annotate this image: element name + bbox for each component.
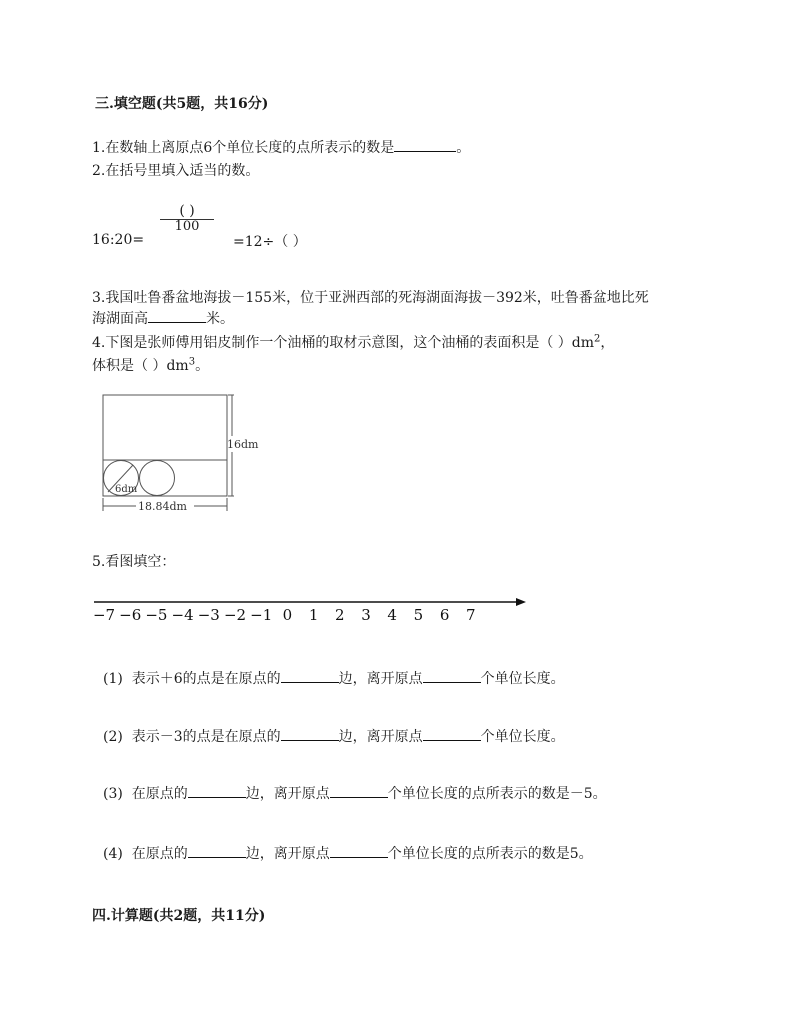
item-text: 个单位长度的点所表示的数是－5。 [387, 786, 607, 802]
answer-blank[interactable] [394, 150, 456, 152]
sub-question-2 [103, 726, 565, 746]
ratio-left: 16:20= [92, 232, 145, 248]
number-line-label: −5 [145, 606, 168, 624]
section-4-heading: 四.计算题(共2题，共11分) [92, 908, 266, 924]
number-line-label: −3 [197, 606, 220, 624]
answer-blank[interactable] [330, 856, 388, 858]
question-5-text: 5.看图填空： [92, 554, 176, 570]
answer-blank[interactable] [148, 321, 206, 323]
item-text: 表示－3的点是在原点的 [131, 729, 281, 745]
number-line-label: 5 [413, 606, 424, 624]
number-line-label: 2 [335, 606, 345, 624]
question-3-line-2-start: 海湖面高 [92, 311, 148, 327]
fraction-numerator: ( ) [179, 203, 195, 219]
number-line-label: 3 [361, 606, 371, 624]
answer-blank[interactable] [188, 856, 246, 858]
item-text: 边，离开原点 [245, 846, 330, 862]
item-text: 个单位长度。 [480, 671, 565, 687]
answer-blank[interactable] [281, 681, 339, 683]
fraction-denominator: 100 [174, 219, 200, 234]
width-label: 18.84dm [138, 500, 187, 513]
item-text: 边，离开原点 [338, 729, 423, 745]
question-3-line-1: 3.我国吐鲁番盆地海拔－155米，位于亚洲西部的死海湖面海拔－392米，吐鲁番盆地比死 [92, 290, 649, 306]
item-number: (3) [103, 786, 123, 802]
sub-question-4 [103, 843, 593, 863]
number-line-label: 0 [282, 606, 293, 624]
answer-blank[interactable] [330, 796, 388, 798]
question-4-line-2 [92, 355, 209, 375]
sub-question-1 [103, 668, 565, 688]
item-number: (1) [103, 671, 123, 687]
number-line-label: 6 [439, 606, 450, 624]
item-text: 边，离开原点 [245, 786, 330, 802]
sub-question-3 [103, 783, 607, 803]
question-1 [92, 137, 470, 157]
item-text: 个单位长度。 [480, 729, 565, 745]
number-line [90, 590, 530, 630]
question-4-line-1-text: 4.下图是张师傅用铝皮制作一个油桶的取材示意图，这个油桶的表面积是（ ）dm [92, 335, 595, 351]
answer-blank[interactable] [188, 796, 246, 798]
number-line-label: −1 [250, 606, 273, 624]
question-2-text: 2.在括号里填入适当的数。 [92, 163, 260, 179]
question-3-line-2-end: 米。 [206, 311, 234, 327]
answer-blank[interactable] [423, 681, 481, 683]
number-line-label: 4 [387, 606, 397, 624]
question-1-end: 。 [456, 140, 471, 156]
height-label: 16dm [227, 438, 259, 451]
question-1-text: 1.在数轴上离原点6个单位长度的点所表示的数是 [92, 140, 395, 156]
superscript: 3 [188, 356, 196, 368]
item-number: (4) [103, 846, 123, 862]
number-line-label: −6 [119, 606, 142, 624]
base-circle-2 [140, 461, 175, 496]
item-number: (2) [103, 729, 123, 745]
answer-blank[interactable] [423, 739, 481, 741]
item-text: 个单位长度的点所表示的数是5。 [387, 846, 593, 862]
question-4-line-1 [92, 332, 614, 352]
number-line-label: −4 [171, 606, 194, 624]
item-text: 在原点的 [131, 786, 188, 802]
number-line-label: −2 [223, 606, 247, 624]
superscript: 2 [594, 333, 601, 345]
item-text: 在原点的 [131, 846, 188, 862]
answer-blank[interactable] [281, 739, 339, 741]
question-4-line-1-end: ， [600, 335, 615, 351]
number-line-label: −7 [92, 606, 116, 624]
question-4-line-2-text: 体积是（ ）dm [92, 358, 189, 374]
question-3-line-2 [92, 308, 234, 328]
oil-barrel-figure [96, 390, 266, 518]
item-text: 表示＋6的点是在原点的 [131, 671, 281, 687]
sheet-outline [103, 395, 227, 496]
number-line-label: 1 [308, 606, 319, 624]
arrow-icon [516, 598, 526, 606]
number-line-label: 7 [466, 606, 476, 624]
question-4-line-2-end: 。 [195, 358, 210, 374]
item-text: 边，离开原点 [338, 671, 423, 687]
diameter-label: 6dm [115, 484, 138, 495]
ratio-right: =12÷（ ） [233, 234, 307, 250]
section-3-heading: 三.填空题(共5题，共16分) [95, 96, 269, 112]
